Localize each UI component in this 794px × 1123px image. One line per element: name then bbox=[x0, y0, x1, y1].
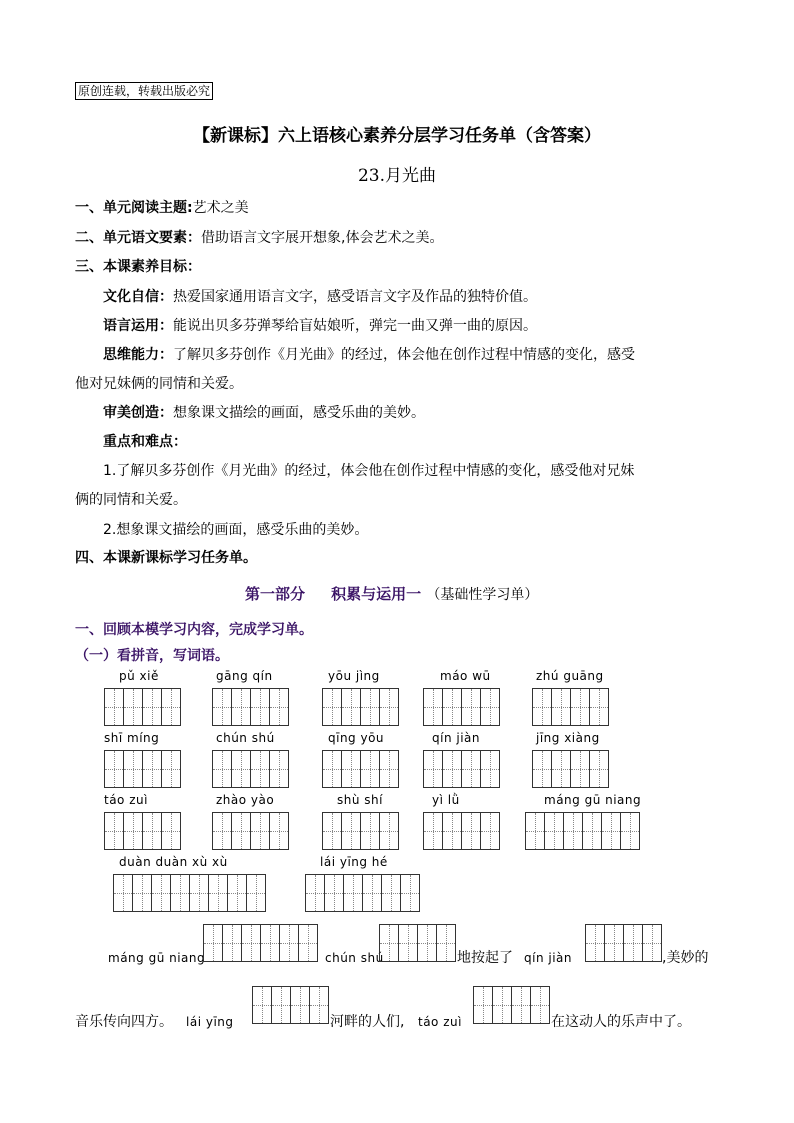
goal-culture-label: 文化自信： bbox=[103, 289, 173, 305]
section-1-value: 艺术之美 bbox=[192, 200, 249, 216]
writing-grid[interactable] bbox=[212, 750, 288, 788]
writing-grid[interactable] bbox=[104, 812, 180, 850]
writing-grid[interactable] bbox=[212, 812, 288, 850]
writing-grid[interactable] bbox=[113, 874, 265, 912]
writing-grid[interactable] bbox=[203, 924, 317, 962]
goal-language-label: 语言运用： bbox=[103, 318, 173, 334]
writing-grid[interactable] bbox=[104, 750, 180, 788]
pinyin-label: gāng qín bbox=[216, 669, 273, 683]
writing-grid[interactable] bbox=[322, 688, 398, 726]
pinyin-label: táo zuì bbox=[104, 793, 148, 807]
writing-grid[interactable] bbox=[532, 688, 608, 726]
part-1-subtitle: （基础性学习单） bbox=[426, 587, 539, 603]
writing-grid[interactable] bbox=[379, 924, 455, 962]
writing-grid[interactable] bbox=[104, 688, 180, 726]
pinyin-label: duàn duàn xù xù bbox=[119, 855, 228, 869]
pinyin-label: jīng xiàng bbox=[536, 731, 600, 745]
writing-grid[interactable] bbox=[532, 750, 608, 788]
copyright-stamp: 原创连载，转载出版必究 bbox=[75, 82, 213, 100]
goal-thinking bbox=[103, 345, 635, 365]
section-4: 四、本课新课标学习任务单。 bbox=[75, 550, 257, 566]
pinyin-label: máo wū bbox=[440, 669, 491, 683]
key-point-1-cont: 俩的同情和关爱。 bbox=[75, 492, 187, 508]
sentence-pinyin: lái yīng bbox=[186, 1015, 234, 1029]
goal-culture bbox=[103, 287, 537, 307]
writing-grid[interactable] bbox=[473, 986, 549, 1024]
writing-grid[interactable] bbox=[212, 688, 288, 726]
pinyin-label: shù shí bbox=[337, 793, 383, 807]
pinyin-label: zhú guāng bbox=[536, 669, 604, 683]
writing-grid[interactable] bbox=[525, 812, 639, 850]
sentence-text: ,美妙的 bbox=[662, 950, 709, 966]
pinyin-label: chún shú bbox=[216, 731, 275, 745]
goal-language-text: 能说出贝多芬弹琴给盲姑娘听，弹完一曲又弹一曲的原因。 bbox=[173, 318, 537, 334]
pinyin-label: zhào yào bbox=[216, 793, 275, 807]
goal-thinking-cont: 他对兄妹俩的同情和关爱。 bbox=[75, 376, 243, 392]
sentence-pinyin: chún shú bbox=[325, 951, 384, 965]
goal-thinking-label: 思维能力： bbox=[103, 347, 173, 363]
part-1-heading bbox=[245, 583, 538, 604]
goal-aesthetic-label: 审美创造： bbox=[103, 405, 173, 421]
writing-grid[interactable] bbox=[322, 750, 398, 788]
writing-grid[interactable] bbox=[252, 986, 328, 1024]
pinyin-label: máng gū niang bbox=[544, 793, 642, 807]
pinyin-label: qīng yōu bbox=[328, 731, 385, 745]
pinyin-label: yì lǜ bbox=[432, 793, 460, 807]
sentence-pinyin: qín jiàn bbox=[524, 951, 572, 965]
writing-grid[interactable] bbox=[423, 750, 499, 788]
writing-grid[interactable] bbox=[305, 874, 419, 912]
writing-grid[interactable] bbox=[585, 924, 661, 962]
sentence-pinyin: táo zuì bbox=[418, 1015, 462, 1029]
writing-grid[interactable] bbox=[423, 812, 499, 850]
goal-culture-text: 热爱国家通用语言文字，感受语言文字及作品的独特价值。 bbox=[173, 289, 537, 305]
pinyin-label: yōu jìng bbox=[328, 669, 380, 683]
sentence-pinyin: máng gū niang bbox=[108, 951, 206, 965]
pinyin-label: qín jiàn bbox=[432, 731, 480, 745]
section-1 bbox=[75, 198, 249, 218]
goal-aesthetic bbox=[103, 403, 425, 423]
key-point-2: 2.想象课文描绘的画面，感受乐曲的美妙。 bbox=[103, 522, 369, 538]
pinyin-label: pǔ xiě bbox=[119, 669, 159, 683]
pinyin-label: lái yīng hé bbox=[320, 855, 388, 869]
sentence-text: 在这动人的乐声中了。 bbox=[551, 1014, 691, 1030]
section-2-label: 二、单元语文要素： bbox=[75, 230, 201, 246]
task-1: 一、回顾本模学习内容，完成学习单。 bbox=[75, 622, 313, 638]
goal-language bbox=[103, 316, 537, 336]
goal-thinking-text: 了解贝多芬创作《月光曲》的经过，体会他在创作过程中情感的变化，感受 bbox=[173, 347, 635, 363]
goal-aesthetic-text: 想象课文描绘的画面，感受乐曲的美妙。 bbox=[173, 405, 425, 421]
writing-grid[interactable] bbox=[423, 688, 499, 726]
section-2 bbox=[75, 228, 443, 248]
task-1-sub: （一）看拼音，写词语。 bbox=[75, 648, 229, 664]
sentence-text: 音乐传向四方。 bbox=[75, 1014, 173, 1030]
lesson-title: 23.月光曲 bbox=[357, 166, 437, 186]
page-title: 【新课标】六上语核心素养分层学习任务单（含答案） bbox=[193, 126, 601, 146]
key-points-label: 重点和难点： bbox=[103, 434, 187, 450]
section-2-value: 借助语言文字展开想象,体会艺术之美。 bbox=[201, 230, 444, 246]
section-3-label: 三、本课素养目标： bbox=[75, 259, 201, 275]
key-point-1: 1.了解贝多芬创作《月光曲》的经过，体会他在创作过程中情感的变化，感受他对兄妹 bbox=[103, 463, 635, 479]
sentence-text: 地按起了 bbox=[457, 950, 513, 966]
part-1-title: 第一部分 积累与运用一 bbox=[245, 585, 422, 603]
pinyin-label: shī míng bbox=[104, 731, 160, 745]
writing-grid[interactable] bbox=[322, 812, 398, 850]
sentence-text: 河畔的人们, bbox=[330, 1014, 405, 1030]
section-1-label: 一、单元阅读主题: bbox=[75, 200, 193, 216]
